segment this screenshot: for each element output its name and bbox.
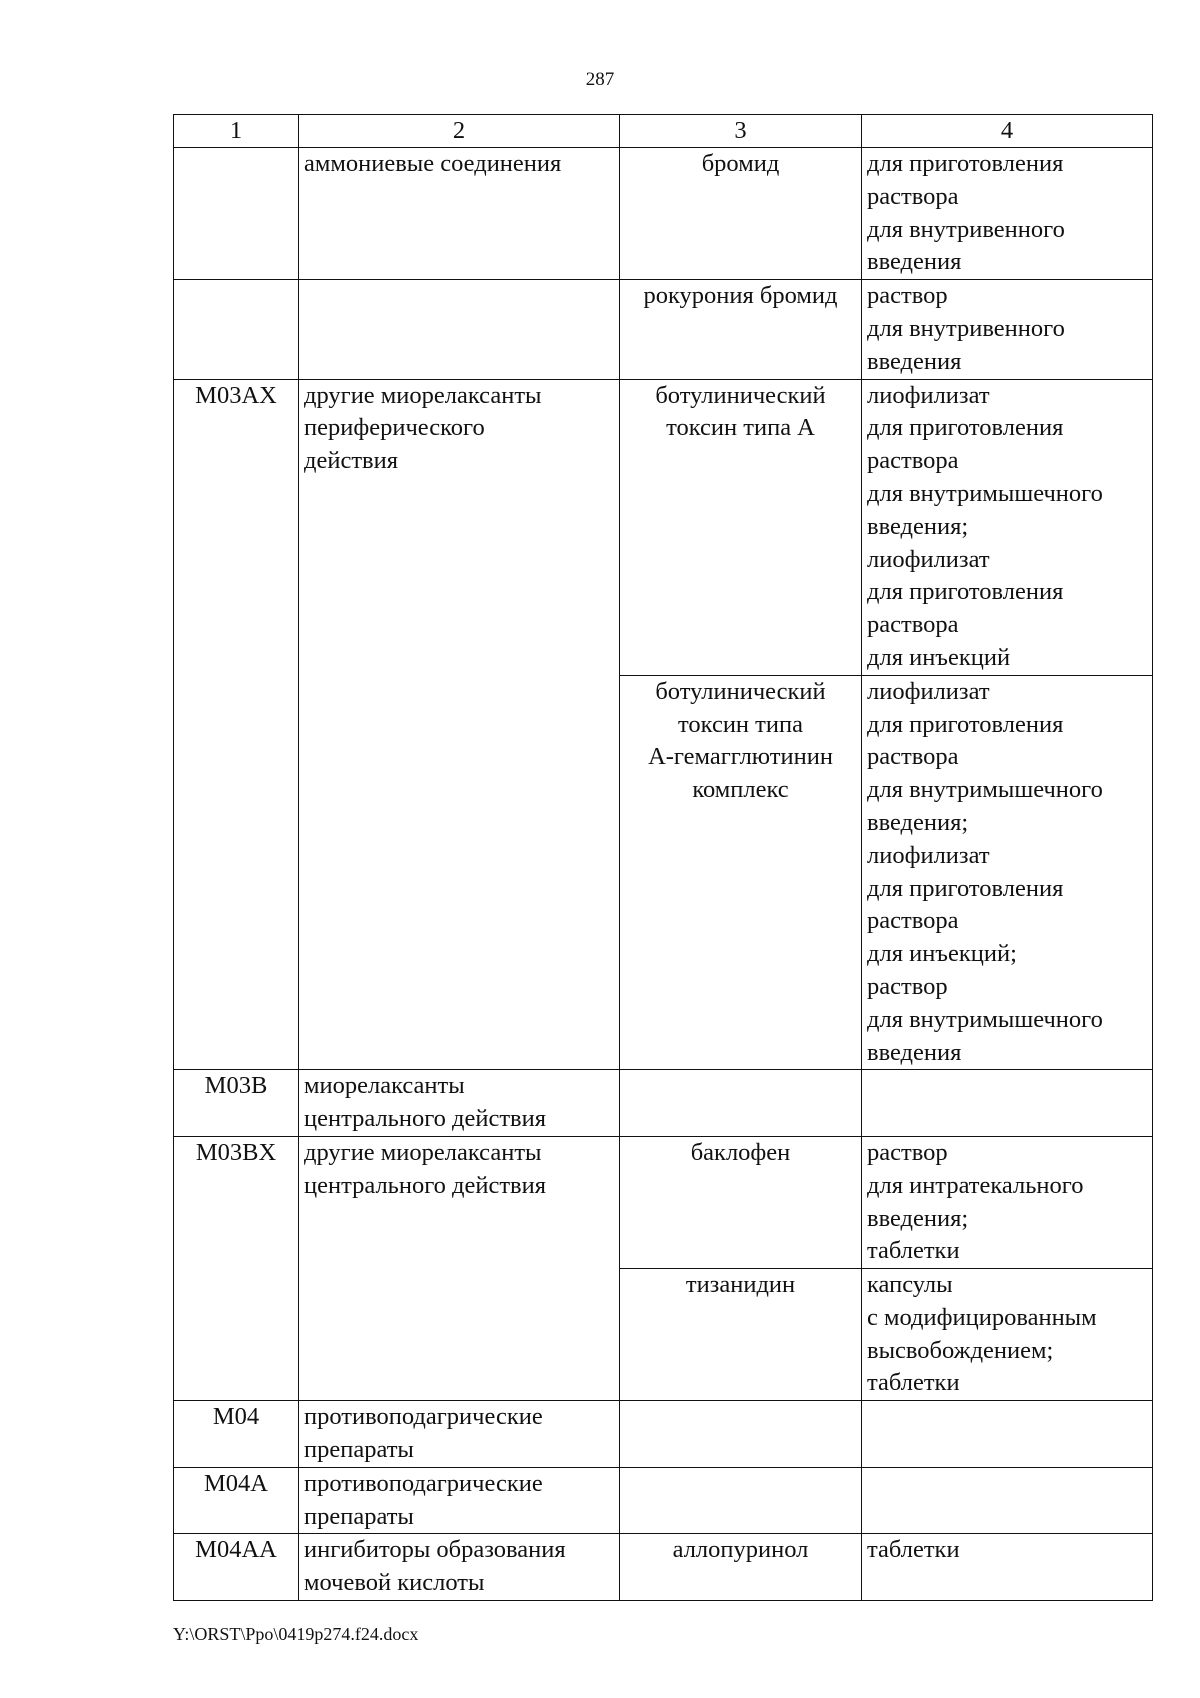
drug-name-cell: ботулинический токсин типа A: [620, 379, 862, 675]
dosage-form-cell: [862, 1467, 1153, 1534]
table-row: [174, 148, 1153, 280]
drug-name-cell: рокурония бромид: [620, 280, 862, 379]
group-name-cell: другие миорелаксанты центрального действия: [299, 1136, 620, 1400]
atc-code-cell: M04: [174, 1401, 299, 1468]
table-row: [174, 379, 1153, 675]
drug-name-cell: [620, 1401, 862, 1468]
group-name-cell: миорелаксанты центрального действия: [299, 1070, 620, 1137]
atc-code-cell: [174, 280, 299, 379]
table-row: [174, 1467, 1153, 1534]
atc-code-cell: M03AX: [174, 379, 299, 1070]
footer-file-path: Y:\ORST\Ppo\0419p274.f24.docx: [173, 1624, 419, 1644]
drug-table: [173, 114, 1153, 1601]
group-name-cell: ингибиторы образования мочевой кислоты: [299, 1534, 620, 1601]
table-row: [174, 1401, 1153, 1468]
table-row: [174, 1136, 1153, 1268]
header-cell: 2: [299, 115, 620, 148]
drug-name-cell: баклофен: [620, 1136, 862, 1268]
header-cell: 4: [862, 115, 1153, 148]
drug-name-cell: аллопуринол: [620, 1534, 862, 1601]
atc-code-cell: M03B: [174, 1070, 299, 1137]
dosage-form-cell: лиофилизат для приготовления раствора для внутримышечного введения; лиофилизат для приготовления раствора для инъекций; раствор для внутримышечного введения: [862, 675, 1153, 1070]
dosage-form-cell: раствор для интратекального введения; таблетки: [862, 1136, 1153, 1268]
dosage-form-cell: для приготовления раствора для внутривенного введения: [862, 148, 1153, 280]
header-cell: 1: [174, 115, 299, 148]
dosage-form-cell: капсулы с модифицированным высвобождением; таблетки: [862, 1269, 1153, 1401]
drug-name-cell: ботулинический токсин типа A-гемагглютинин комплекс: [620, 675, 862, 1070]
atc-code-cell: [174, 148, 299, 280]
table-row: [174, 1070, 1153, 1137]
drug-name-cell: тизанидин: [620, 1269, 862, 1401]
atc-code-cell: M04A: [174, 1467, 299, 1534]
drug-name-cell: [620, 1070, 862, 1137]
dosage-form-cell: таблетки: [862, 1534, 1153, 1601]
page-number: 287: [585, 69, 615, 90]
header-cell: 3: [620, 115, 862, 148]
group-name-cell: аммониевые соединения: [299, 148, 620, 280]
dosage-form-cell: лиофилизат для приготовления раствора для внутримышечного введения; лиофилизат для приготовления раствора для инъекций: [862, 379, 1153, 675]
drug-name-cell: бромид: [620, 148, 862, 280]
group-name-cell: противоподагрические препараты: [299, 1401, 620, 1468]
group-name-cell: [299, 280, 620, 379]
atc-code-cell: M04AA: [174, 1534, 299, 1601]
dosage-form-cell: раствор для внутривенного введения: [862, 280, 1153, 379]
drug-name-cell: [620, 1467, 862, 1534]
group-name-cell: противоподагрические препараты: [299, 1467, 620, 1534]
table-header-row: [174, 115, 1153, 148]
dosage-form-cell: [862, 1401, 1153, 1468]
table-row: [174, 280, 1153, 379]
group-name-cell: другие миорелаксанты периферического действия: [299, 379, 620, 1070]
table-row: [174, 1534, 1153, 1601]
dosage-form-cell: [862, 1070, 1153, 1137]
atc-code-cell: M03BX: [174, 1136, 299, 1400]
